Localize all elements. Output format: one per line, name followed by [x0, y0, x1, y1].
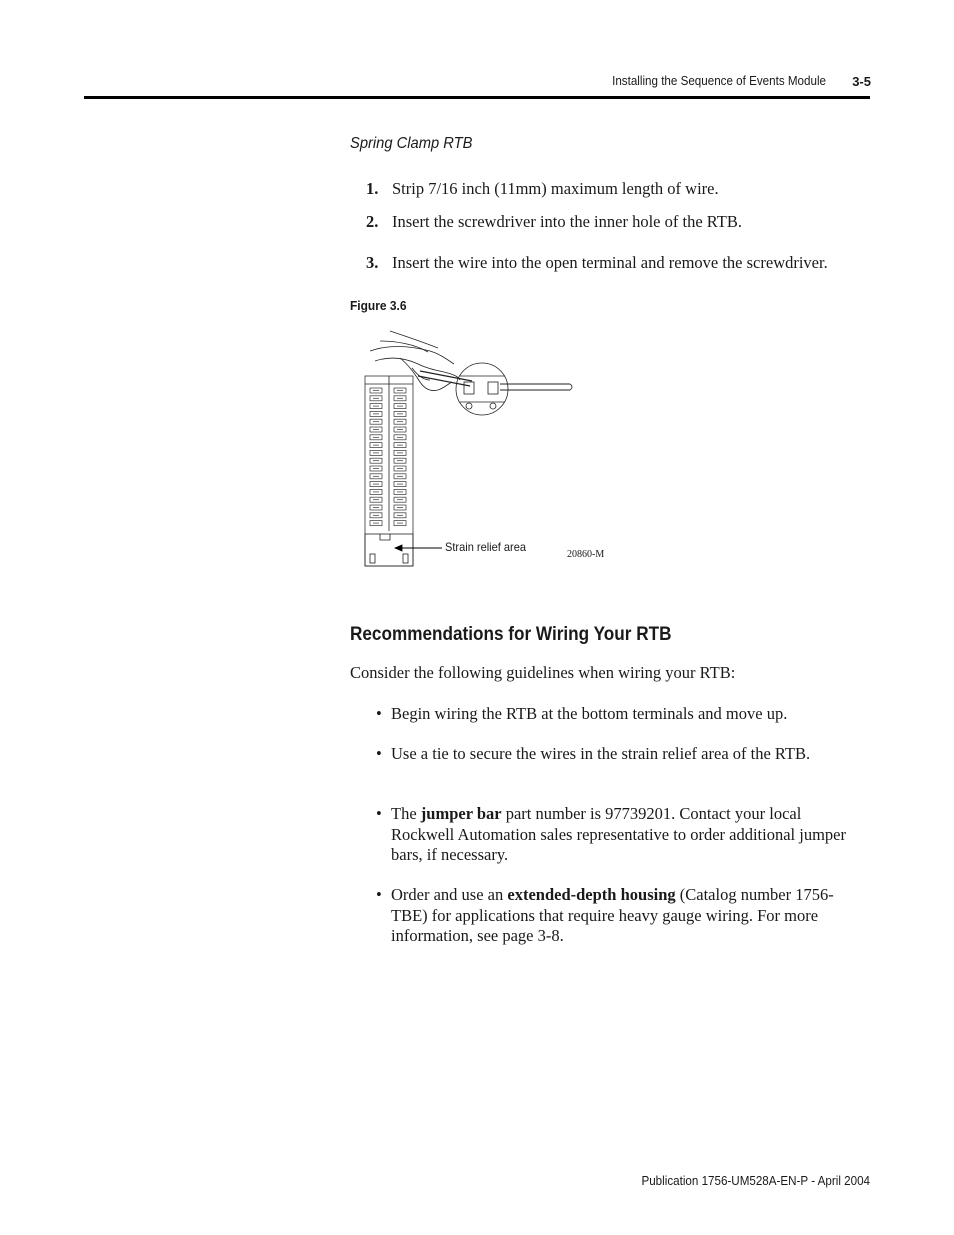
header-rule	[84, 96, 870, 99]
step-number: 2.	[366, 212, 379, 231]
rtb-wiring-illustration	[360, 326, 620, 571]
bullet-marker: •	[376, 704, 382, 723]
bullet-text: Use a tie to secure the wires in the strain relief area of the RTB.	[391, 744, 811, 763]
jumper-bar-term: jumper bar	[420, 804, 502, 823]
bullet-marker: •	[376, 885, 382, 904]
step-text: Insert the screwdriver into the inner hole of the RTB.	[392, 212, 742, 231]
step-text: Insert the wire into the open terminal and remove the screwdriver.	[392, 253, 828, 272]
bullet-text: Order and use an extended-depth housing (Catalog number 1756-TBE) for applications that require heavy gauge wiring. For more information, see page 3-8.	[391, 885, 834, 945]
figure-id: 20860-M	[567, 549, 605, 560]
strain-relief-callout: Strain relief area	[445, 540, 527, 554]
bullet-text: The jumper bar part number is 97739201. Contact your local Rockwell Automation sales representative to order additional jumper bars, if necessary.	[391, 804, 846, 864]
step-number: 3.	[366, 253, 379, 272]
running-header-title: Installing the Sequence of Events Module	[612, 74, 826, 88]
bullet-marker: •	[376, 804, 382, 823]
step-text: Strip 7/16 inch (11mm) maximum length of wire.	[392, 179, 719, 198]
extended-depth-housing-term: extended-depth housing	[507, 885, 676, 904]
figure-caption: Figure 3.6	[350, 298, 407, 313]
section-intro: Consider the following guidelines when wiring your RTB:	[350, 663, 736, 682]
publication-footer: Publication 1756-UM528A-EN-P - April 2004	[641, 1174, 870, 1188]
page-number: 3-5	[852, 74, 871, 89]
bullet-text: Begin wiring the RTB at the bottom terminals and move up.	[391, 704, 788, 723]
section-heading: Recommendations for Wiring Your RTB	[350, 623, 672, 645]
step-number: 1.	[366, 179, 379, 198]
spring-clamp-subheading: Spring Clamp RTB	[350, 135, 473, 152]
bullet-marker: •	[376, 744, 382, 763]
